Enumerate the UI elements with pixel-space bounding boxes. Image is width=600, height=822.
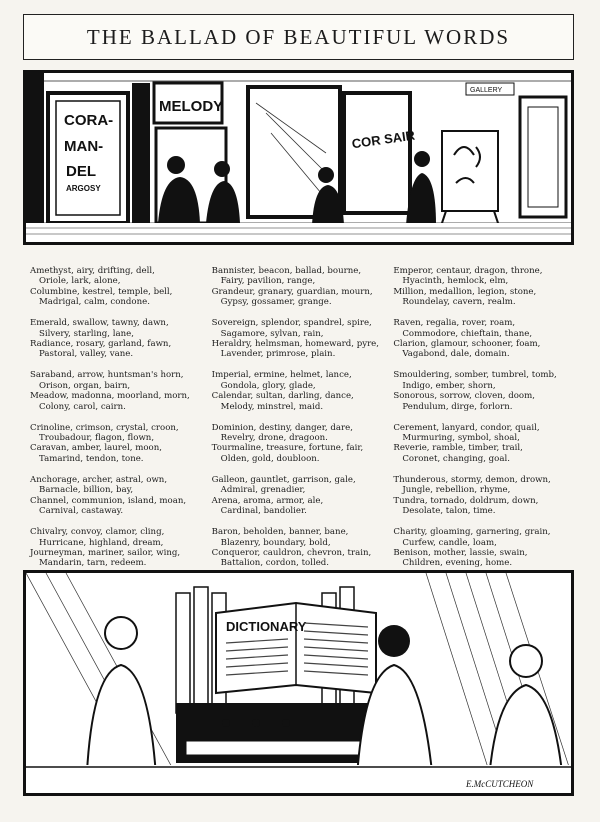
poem-stanza [212, 475, 394, 517]
poem-stanza [393, 527, 575, 569]
poem-line: Clarion, glamour, schooner, foam, [393, 339, 541, 350]
poem-stanza [30, 318, 212, 360]
poem-line: Hyacinth, hemlock, elm, [402, 276, 509, 287]
poem-line: Meadow, madonna, moorland, morn, [30, 391, 190, 402]
poem-line: Commodore, chieftain, thane, [402, 328, 533, 339]
poem-line: Colony, carol, cairn. [39, 401, 126, 412]
poem-line: Revelry, drone, dragoon. [220, 433, 328, 444]
title-box [23, 14, 574, 60]
sign-text-1: CORA- [64, 112, 114, 129]
poem-line: Desolate, talon, time. [402, 506, 496, 517]
poem-line: Bannister, beacon, ballad, bourne, [211, 266, 362, 276]
poem-line: Saraband, arrow, huntsman's horn, [30, 370, 184, 381]
poem-line: Coronet, changing, goal. [402, 453, 510, 464]
poem-line: Charity, gloaming, garnering, grain, [393, 527, 551, 538]
poem-line: Barnacle, billion, bay, [39, 485, 134, 496]
poem-line: Caravan, amber, laurel, moon, [30, 443, 162, 454]
poem-line: Lavender, primrose, plain. [220, 349, 336, 360]
poem-stanza [30, 370, 212, 412]
poem-line: Blazenry, boundary, bold, [220, 537, 331, 548]
poem-line: Galleon, gauntlet, garrison, gale, [211, 474, 356, 485]
poem-line: Sovereign, splendor, spandrel, spire, [211, 318, 372, 329]
poem-line: Thunderous, stormy, demon, drown, [393, 474, 551, 485]
poem-line: Conqueror, cauldron, chevron, train, [211, 547, 372, 558]
poem-line: Indigo, ember, shorn, [402, 380, 496, 391]
poem-line: Mandarin, tarn, redeem. [39, 558, 147, 569]
poem-stanza [30, 527, 212, 569]
poem-line: Journeyman, mariner, sailor, wing, [30, 547, 181, 558]
poem-stanza [212, 527, 394, 569]
poem-stanza [30, 266, 212, 308]
poem-stanza [212, 370, 394, 412]
poem-line: Crinoline, crimson, crystal, croon, [30, 422, 179, 433]
poem-line: Channel, communion, island, moan, [30, 495, 187, 506]
poem-line: Jungle, rebellion, rhyme, [402, 485, 511, 496]
gallery-scene-drawing [26, 73, 571, 242]
poem-line: Battalion, cordon, tolled. [220, 558, 330, 569]
poem-line: Imperial, ermine, helmet, lance, [211, 370, 352, 381]
poem-stanza [212, 318, 394, 360]
poem-line: Carnival, castaway. [39, 506, 124, 517]
poem-line: Roundelay, cavern, realm. [402, 297, 516, 308]
poem-stanza [212, 266, 394, 308]
corsair-sign: COR SAIR [350, 127, 416, 152]
poem-line: Admiral, grenadier, [220, 485, 306, 496]
poem-line: Sonorous, sorrow, cloven, doom, [393, 391, 535, 402]
poem-line: Oriole, lark, alone, [39, 276, 121, 287]
poem-stanza [393, 423, 575, 465]
poem-line: Pendulum, dirge, forlorn. [402, 401, 513, 412]
poem-stanza [393, 318, 575, 360]
poem-line: Baron, beholden, banner, bane, [211, 527, 349, 538]
poem-line: Cerement, lanyard, condor, quail, [393, 422, 540, 433]
poem-line: Murmuring, symbol, shoal, [402, 433, 520, 444]
bottom-illustration [23, 570, 574, 796]
artist-signature: E.McCUTCHEON [466, 779, 534, 789]
top-illustration [23, 70, 574, 245]
poem-line: Fairy, pavilion, range, [220, 276, 316, 287]
poem-column-1 [30, 266, 212, 569]
poem-columns [30, 266, 575, 569]
poem-column-2 [211, 266, 394, 569]
sign-text-4: ARGOSY [66, 184, 101, 193]
poem-stanza [393, 370, 575, 412]
page-title: THE BALLAD OF BEAUTIFUL WORDS [86, 24, 511, 49]
poem-line: Tundra, tornado, doldrum, down, [393, 495, 539, 506]
poem-stanza [212, 423, 394, 465]
poem-column-3 [393, 266, 575, 569]
poem-line: Silvery, starling, lane, [39, 328, 134, 339]
poem-line: Amethyst, airy, drifting, dell, [30, 266, 155, 276]
poem-line: Curfew, candle, loam, [402, 537, 497, 548]
poem-line: Melody, minstrel, maid. [220, 401, 324, 412]
poem-line: Tourmaline, treasure, fortune, fair, [211, 443, 364, 454]
poem-line: Dominion, destiny, danger, dare, [211, 422, 353, 433]
poem-line: Emerald, swallow, tawny, dawn, [30, 318, 169, 329]
poem-line: Gondola, glory, glade, [220, 380, 316, 391]
poem-line: Arena, aroma, armor, ale, [211, 495, 324, 506]
poem-line: Pastoral, valley, vane. [39, 349, 134, 360]
poem-line: Million, medallion, legion, stone, [393, 286, 537, 297]
poem-line: Raven, regalia, rover, roam, [393, 318, 516, 329]
melody-sign: MELODY [159, 98, 224, 115]
poem-line: Calendar, sultan, darling, dance, [211, 391, 354, 402]
poem-stanza [30, 423, 212, 465]
poem-line: Reverie, ramble, timber, trail, [393, 443, 523, 454]
poem-line: Cardinal, bandolier. [220, 506, 307, 517]
poem-line: Olden, gold, doubloon. [220, 453, 320, 464]
poem-line: Grandeur, granary, guardian, mourn, [211, 286, 373, 297]
poem-line: Sagamore, sylvan, rain, [220, 328, 324, 339]
poem-line: Smouldering, somber, tumbrel, tomb, [393, 370, 557, 381]
poem-line: Troubadour, flagon, flown, [39, 433, 155, 444]
poem-line: Vagabond, dale, domain. [402, 349, 510, 360]
dictionary-title: DICTIONARY [226, 619, 307, 634]
poem-line: Radiance, rosary, garland, fawn, [30, 339, 172, 350]
poem-line: Heraldry, helmsman, homeward, pyre, [211, 339, 379, 350]
sign-text-2: MAN- [64, 138, 104, 155]
poem-stanza [393, 475, 575, 517]
sign-text-3: DEL [66, 163, 96, 180]
poem-line: Chivalry, convoy, clamor, cling, [30, 527, 165, 538]
poem-line: Tamarind, tendon, tone. [39, 453, 144, 464]
poem-line: Benison, mother, lassie, swain, [393, 547, 528, 558]
organist-scene-drawing [26, 573, 571, 793]
poem-line: Gypsy, gossamer, grange. [220, 297, 332, 308]
gallery-sign: GALLERY [470, 87, 503, 94]
poem-line: Madrigal, calm, condone. [39, 297, 150, 308]
poem-line: Children, evening, home. [402, 558, 513, 569]
poem-line: Columbine, kestrel, temple, bell, [30, 286, 173, 297]
poem-stanza [393, 266, 575, 308]
poem-stanza [30, 475, 212, 517]
poem-line: Hurricane, highland, dream, [39, 537, 164, 548]
poem-line: Orison, organ, bairn, [39, 380, 131, 391]
poem-line: Anchorage, archer, astral, own, [30, 474, 168, 485]
poem-line: Emperor, centaur, dragon, throne, [393, 266, 543, 276]
